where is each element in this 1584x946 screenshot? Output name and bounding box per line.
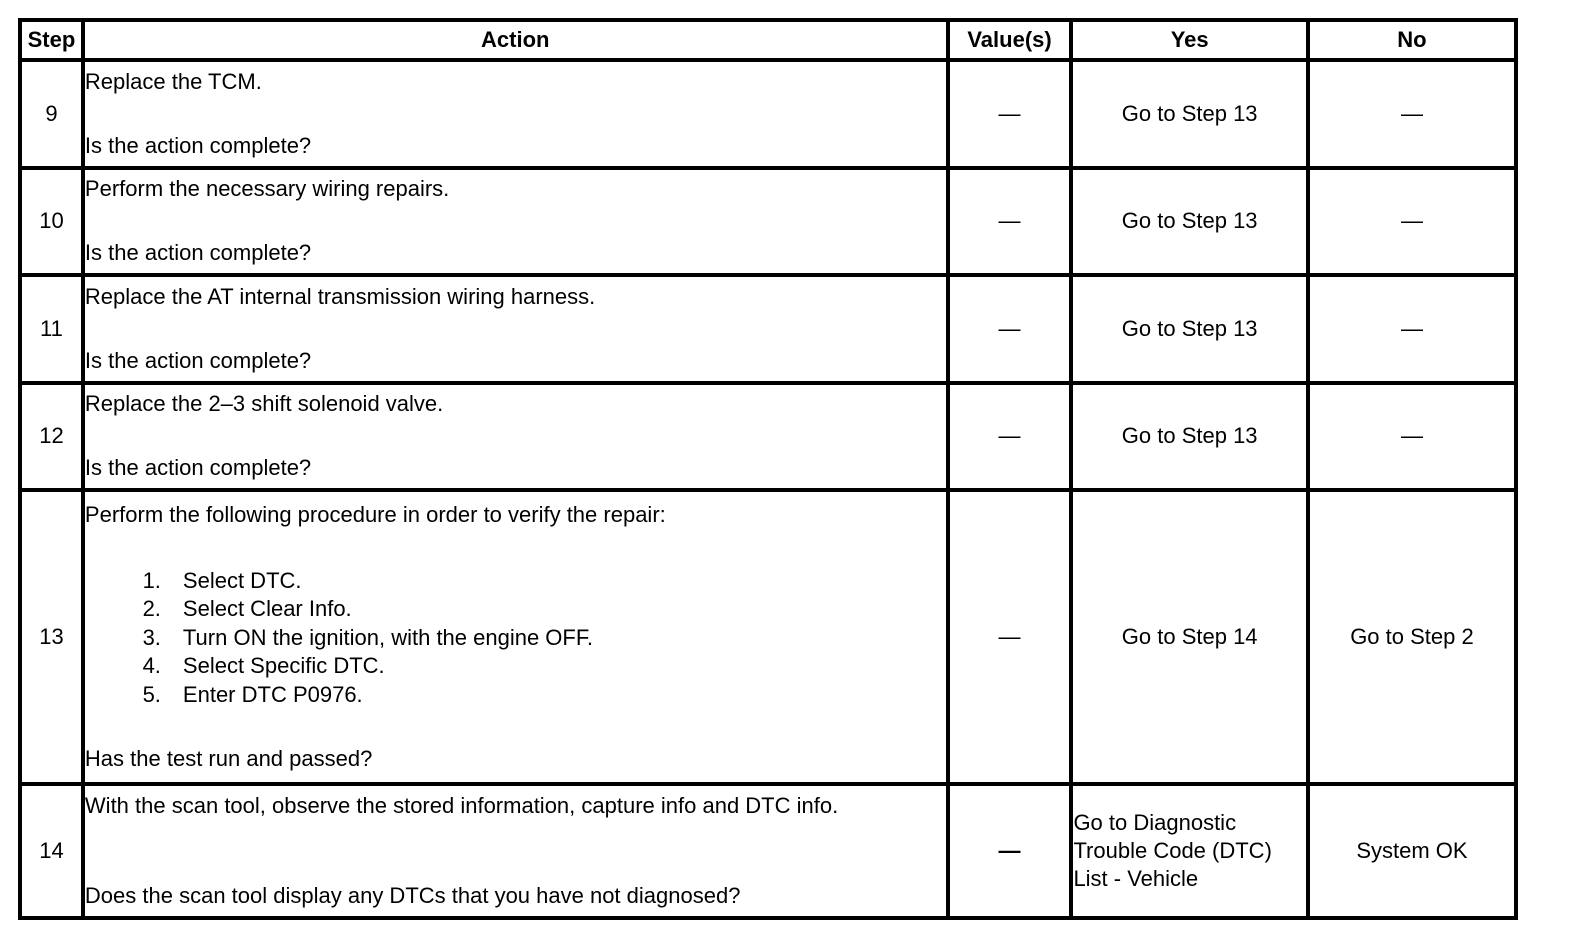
- procedure-step: 3. Turn ON the ignition, with the engine OFF.: [142, 624, 593, 650]
- yes-cell: Go to Step 13: [1071, 275, 1307, 383]
- yes-line: Trouble Code (DTC): [1073, 837, 1272, 863]
- step-number: 10: [20, 168, 83, 276]
- procedure-step: 2. Select Clear Info.: [142, 596, 352, 622]
- yes-cell: Go to Step 14: [1071, 490, 1307, 784]
- action-text: Replace the 2–3 shift solenoid valve.: [84, 391, 444, 417]
- procedure-list: [85, 567, 946, 710]
- values-cell: —: [948, 168, 1072, 276]
- step-number: 9: [20, 60, 83, 168]
- action-text: Perform the following procedure in order to verify the repair:: [84, 501, 666, 527]
- action-text: Replace the AT internal transmission wiring harness.: [84, 283, 596, 309]
- no-cell: —: [1308, 168, 1516, 276]
- procedure-step: 4. Select Specific DTC.: [142, 653, 385, 679]
- action-question: Is the action complete?: [84, 240, 312, 266]
- values-cell: —: [948, 490, 1072, 784]
- no-cell: —: [1308, 60, 1516, 168]
- action-cell: [83, 60, 948, 168]
- step-number: 14: [20, 784, 83, 918]
- header-action: Action: [83, 20, 948, 60]
- header-yes: Yes: [1071, 20, 1307, 60]
- table-row: [20, 784, 1516, 918]
- header-step: Step: [20, 20, 83, 60]
- values-cell: —: [948, 383, 1072, 491]
- no-cell: —: [1308, 383, 1516, 491]
- action-cell: [83, 168, 948, 276]
- action-question: Is the action complete?: [84, 132, 312, 158]
- yes-cell: Go to Step 13: [1071, 168, 1307, 276]
- header-row: [20, 20, 1516, 60]
- header-no: No: [1308, 20, 1516, 60]
- procedure-step: 1. Select DTC.: [142, 567, 302, 593]
- action-text: Replace the TCM.: [84, 68, 262, 94]
- yes-cell: Go to Step 13: [1071, 383, 1307, 491]
- action-text: Perform the necessary wiring repairs.: [84, 176, 450, 202]
- action-question: Is the action complete?: [84, 347, 312, 373]
- yes-line: List - Vehicle: [1073, 865, 1199, 891]
- header-values: Value(s): [948, 20, 1072, 60]
- yes-cell: [1071, 784, 1307, 918]
- procedure-step: 5. Enter DTC P0976.: [142, 681, 363, 707]
- action-question: Is the action complete?: [84, 455, 312, 481]
- values-cell: —: [948, 60, 1072, 168]
- action-cell: [83, 490, 948, 784]
- diagnostic-table: [18, 18, 1518, 920]
- action-text: With the scan tool, observe the stored information, capture info and DTC info.: [84, 792, 839, 818]
- step-number: 12: [20, 383, 83, 491]
- action-question: Has the test run and passed?: [84, 745, 373, 771]
- no-cell: System OK: [1308, 784, 1516, 918]
- action-question: Does the scan tool display any DTCs that you have not diagnosed?: [84, 882, 741, 908]
- table-row: [20, 383, 1516, 491]
- values-cell: —: [948, 275, 1072, 383]
- action-cell: [83, 784, 948, 918]
- table-row: [20, 60, 1516, 168]
- no-cell: Go to Step 2: [1308, 490, 1516, 784]
- action-cell: [83, 383, 948, 491]
- table-row: [20, 168, 1516, 276]
- step-number: 11: [20, 275, 83, 383]
- yes-line: Go to Diagnostic: [1073, 809, 1237, 835]
- no-cell: —: [1308, 275, 1516, 383]
- table-row: [20, 275, 1516, 383]
- step-number: 13: [20, 490, 83, 784]
- table-row: [20, 490, 1516, 784]
- action-cell: [83, 275, 948, 383]
- values-cell: —: [948, 784, 1072, 918]
- yes-cell: Go to Step 13: [1071, 60, 1307, 168]
